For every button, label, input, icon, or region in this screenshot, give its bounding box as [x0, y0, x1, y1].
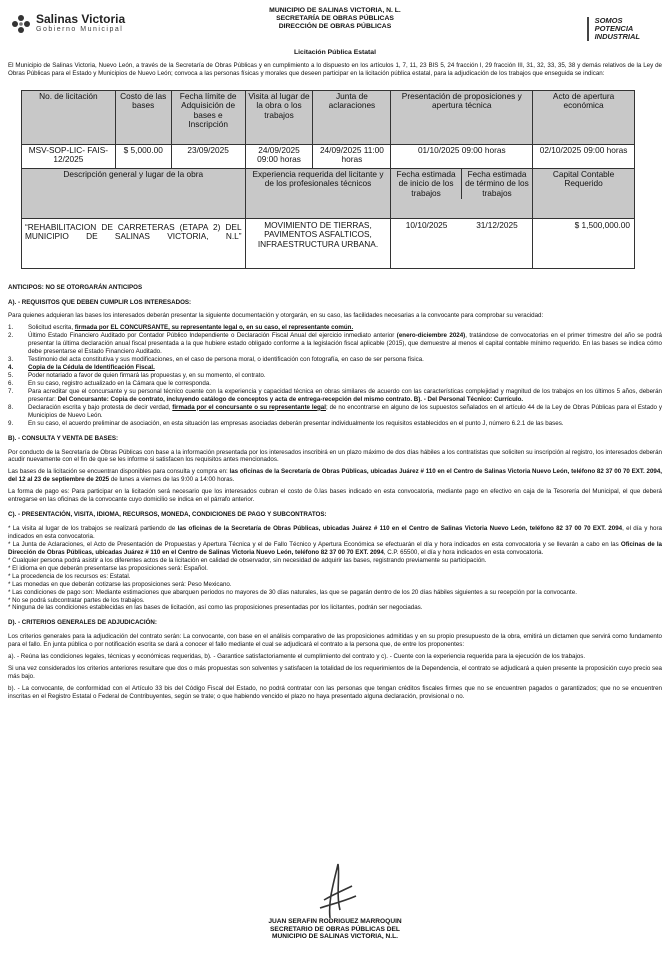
signer-role-1: SECRETARIO DE OBRAS PÚBLICAS DEL — [270, 925, 400, 933]
section-b-title: B). - CONSULTA Y VENTA DE BASES: — [8, 434, 119, 442]
bases-cost: $ 5,000.00 — [115, 144, 171, 168]
th-site-visit: Visita al lugar de la obra o los trabajos — [245, 90, 313, 144]
header-title-block — [8, 7, 662, 31]
section-a-lead: Para quienes adquieran las bases los interesados deberán presentar la siguiente documentación y otorgarán, en su caso, las facilidades necesarias a la convocante para comprobar su veracidad: — [8, 312, 544, 320]
th-start-date: Fecha estimada de inicio de los trabajos — [391, 169, 461, 200]
section-c-bullet-1 — [8, 525, 662, 541]
c2-text-cont: , C.P. 65500, el día y hora indicados en esta convocatoria. — [383, 548, 544, 556]
c2-text: * La Junta de Aclaraciones, el Acto de Presentación de Propuestas y Apertura Técnica y el de Fallo Técnico y Apertura Económica se efectuarán el día y hora indicados en esta convocatoria y se llevarán a cabo en las — [8, 540, 621, 548]
section-b-p2-text: Las bases de la licitación se encuentran disponibles para consulta y compra en: — [8, 468, 230, 476]
table-header-row-1 — [22, 90, 635, 144]
req8-text-cont: ; de no encontrarse en alguno de los supuestos señalados en el artículo 44 de la Ley de Obras Públicas para el Estado y Municipios de Nuevo León. — [28, 403, 663, 419]
proposal-date: 01/10/2025 09:00 horas — [391, 144, 533, 168]
section-c-bullet-3: * Cualquier persona podrá asistir a los diferentes actos de la licitación en calidad de observador, sin necesidad de adquirir las bases, registrando previamente su participación. — [8, 556, 487, 564]
section-c-bullet-8: * No se podrá subcontratar partes de los trabajos. — [8, 596, 145, 604]
req1-text: Solicitud escrita, — [28, 324, 75, 332]
th-experience: Experiencia requerida del licitante y de los profesionales técnicos — [245, 168, 391, 218]
notice-subtitle: Licitación Pública Estatal — [294, 49, 376, 56]
section-a-title: A). - REQUISITOS QUE DEBEN CUMPLIR LOS INTERESADOS: — [8, 298, 192, 306]
dates-pair — [391, 218, 533, 268]
req6-text: En su caso, registro actualizado en la Cámara que le corresponda. — [28, 379, 211, 387]
section-d-p1: Los criterios generales para la adjudicación del contrato serán: La convocante, con base en el análisis comparativo de las proposiciones admitidas y en su propio presupuesto de la obra, emitirá un dictamen que servirá como fundamento para el fallo. En junta pública o por notificación escrita se dará a conocer el fallo mediante el cual se adjudicará el contrato a la persona que, de entre los proponentes: — [8, 633, 662, 649]
req5-text: Poder notariado a favor de quien firmará las propuestas y, en su momento, el contrato. — [28, 372, 266, 379]
header-line-3: DIRECCIÓN DE OBRAS PÚBLICAS — [278, 23, 392, 30]
section-b-p3: La forma de pago es: Para participar en la licitación será necesario que los interesados cubran el costo de 0.las bases indicado en esta convocatoria, mediante pago en efectivo en caja de la Tesorería del Municipal, el que deberá entregarse en las oficinas de la convocante cuyo domicilio se indica en el párrafo anterior. — [8, 488, 662, 504]
section-c-bullet-4: * El idioma en que deberán presentarse las proposiciones será: Español. — [8, 564, 208, 572]
section-b-p2-emphasis: las oficinas de la Secretaría de Obras Públicas, ubicadas Juárez # 110 en el Centro de Salinas Victoria Nuevo León, teléfono 82 37 00 70 EXT. 2094, del 12 al 23 de septiembre de 2025 — [8, 468, 662, 484]
section-d-p2: a). - Reúna las condiciones legales, técnicas y económicas requeridas, b). - Garantice satisfactoriamente el cumplimiento del contrato y c). - Cuente con la experiencia requerida para la ejecución de los trabajos. — [8, 653, 586, 661]
req8-emphasis: firmada por el concursante o su representante legal — [172, 403, 326, 411]
th-proposal-presentation: Presentación de proposiciones y apertura técnica — [391, 90, 533, 144]
requirements-list — [8, 324, 662, 427]
site-visit-date: 24/09/2025 09:00 horas — [245, 144, 313, 168]
th-economic-opening: Acto de apertura económica — [533, 90, 635, 144]
section-b-p1: Por conducto de la Secretaría de Obras Públicas con base a la información presentada por los interesados inscribirá en un plazo máximo de dos días hábiles a los contratistas que soliciten su inscripción al registro, los interesados deberán acudir nuevamente con el fin de que se les informe si satisfacen los requisitos antes mencionados. — [8, 448, 662, 464]
table-row — [22, 144, 635, 168]
section-c-bullet-6: * Las monedas en que deberán cotizarse las proposiciones será: Peso Mexicano. — [8, 580, 232, 588]
req2-text-cont: , tratándose de convocatorias en el primer trimestre del año se podrá presentar la última declaración anual fiscal presentada a la que hubiere estado obligado conforme a la legislación fiscal aplicable (2015), que demuestre al menos el capital contable mínimo requerido. En las bases se indica cómo debe presentarse el Estado Financiero Auditado. — [28, 332, 662, 356]
req1-emphasis: firmada por EL CONCURSANTE, su representante legal o, en su caso, el representante común. — [74, 324, 354, 332]
section-b-p2-text-cont: de lunes a viernes de las 9:00 a 14:00 horas. — [109, 476, 235, 484]
req8-text: Declaración escrita y bajo protesta de decir verdad, — [28, 403, 173, 411]
req3-text: Testimonio del acta constitutiva y sus modificaciones, en el caso de persona moral, o identificación con fotografía, en caso de ser persona física. — [28, 356, 424, 364]
list-item: 2. Último Estado Financiero Auditado por Contador Público Independiente o Declaración Fiscal Anual del ejercicio inmediato anterior (enero-diciembre 2024), tratándose de convocatorias en el primer trimestre del año se podrá presentar la última declaración anual fiscal presentada a la que hubiere estado obligado conforme a la legislación fiscal aplicable (2015), que demuestre al menos el capital contable mínimo requerido. En las bases se indica cómo debe presentarse el Estado Financiero Auditado. — [8, 332, 662, 356]
section-d-p3: Si una vez considerados los criterios anteriores resultare que dos o más propuestas son solventes y satisfacen la totalidad de los requerimientos de la Dependencia, el contrato se adjudicará a quien presente la proposición cuyo precio sea más bajo. — [8, 665, 662, 681]
slogan-line-3: INDUSTRIAL — [594, 32, 640, 41]
start-date: 10/10/2025 — [405, 219, 448, 230]
c1-emphasis: las oficinas de la Secretaría de Obras Públicas, ubicadas Juárez # 110 en el Centro de Salinas Victoria Nuevo León, teléfono 82 37 00 70 EXT. 2094 — [177, 525, 623, 533]
list-item: 3. Testimonio del acta constitutiva y sus modificaciones, en el caso de persona moral, o identificación con fotografía, en caso de ser persona física. — [8, 356, 662, 364]
c1-text-cont: , el día y hora indicados en esta convocatoria. — [8, 525, 662, 540]
section-d-title: D). - CRITERIOS GENERALES DE ADJUDICACIÓN: — [8, 619, 157, 627]
req2-emphasis: (enero-diciembre 2024) — [396, 332, 466, 340]
section-d-p4: b). - La convocante, de conformidad con el Artículo 33 bis del Código Fiscal del Estado, no podrá contratar con las personas que tengan créditos fiscales firmes que no se encuentren pagados o garantizados; que no se encuentren inscritas en el Registro Estatal o Federal de Contribuyentes, según se trate; o que habiendo vencido el plazo no haya presentado alguna declaración, provisional o no. — [8, 685, 662, 700]
end-date: 31/12/2025 — [476, 219, 518, 230]
logo-subtitle: Gobierno Municipal — [36, 26, 124, 34]
th-bases-cost: Costo de las bases — [115, 90, 171, 144]
required-experience: MOVIMIENTO DE TIERRAS, PAVIMENTOS ASFALTICOS, INFRAESTRUCTURA URBANA. — [245, 218, 391, 268]
slogan-line-1: SOMOS — [594, 16, 623, 25]
required-capital: $ 1,500,000.00 — [533, 218, 635, 268]
req7-text: Para acreditar que el concursante y su personal técnico cuente con la experiencia y capacidad técnica en obras similares de acuerdo con las características complejidad y magnitud de los trabajos en los últimos 5 años, deberán presentar: — [28, 387, 662, 403]
header-line-2: SECRETARÍA DE OBRAS PÚBLICAS — [276, 15, 394, 22]
c2-emphasis: Oficinas de la Dirección de Obras Públicas, ubicadas Juárez # 110 en el Centro de Salinas Victoria Nuevo León, teléfono 82 37 00 70 EXT. 2094 — [8, 540, 663, 556]
th-dates-pair — [391, 168, 533, 218]
list-item: 8. Declaración escrita y bajo protesta de decir verdad, firmada por el concursante o su representante legal; de no encontrarse en alguno de los supuestos señalados en el artículo 44 de la Ley de Obras Públicas para el Estado y Municipios de Nuevo León. — [8, 403, 663, 419]
advances-note: ANTICIPOS: NO SE OTORGARÁN ANTICIPOS — [8, 283, 143, 291]
th-end-date: Fecha estimada de término de los trabajos — [465, 168, 529, 198]
req4-text: Copia de la Cédula de Identificación Fiscal. — [28, 364, 155, 372]
tender-table — [21, 90, 635, 269]
section-c-bullet-7: * Las condiciones de pago son: Mediante estimaciones que abarquen periodos no mayores de 30 días naturales, las que se pagarán dentro de los 20 días hábiles siguientes a su recepción por la convocante. — [8, 588, 577, 596]
list-item: 4. Copia de la Cédula de Identificación Fiscal. — [8, 364, 662, 372]
work-description: “REHABILITACION DE CARRETERAS (ETAPA 2) DEL MUNICIPIO DE SALINAS VICTORIA, N.L” — [22, 218, 246, 268]
th-clarification-meeting: Junta de aclaraciones — [313, 90, 391, 144]
clarification-date: 24/09/2025 11:00 horas — [313, 144, 391, 168]
header — [8, 7, 662, 47]
section-b-p2 — [8, 468, 662, 484]
table-row — [22, 218, 635, 268]
tender-number: MSV-SOP-LIC- FAIS-12/2025 — [22, 144, 116, 168]
list-item: 5. Poder notariado a favor de quien firmará las propuestas y, en su momento, el contrato. — [8, 372, 662, 380]
logo-name: Salinas Victoria — [36, 12, 126, 27]
req7-emphasis: Del Concursante: Copia de contrato, incluyendo catálogo de conceptos y acta de entrega-recepción del mismo contrato. B). - Del Personal Técnico: Currículo. — [57, 395, 524, 403]
signature-block — [0, 918, 670, 941]
section-c-title: C). - PRESENTACIÓN, VISITA, IDIOMA, RECURSOS, MONEDA, CONDICIONES DE PAGO Y SUBCONTRATOS: — [8, 511, 327, 519]
handwritten-signature — [300, 860, 370, 920]
req9-text: En su caso, el acuerdo preliminar de asociación, en esta situación las empresas asociadas deberán presentar individualmente los requisitos establecidos en el punto J, número 6.2.1 de las bases. — [28, 419, 564, 427]
signer-role-2: MUNICIPIO DE SALINAS VICTORIA, N.L. — [272, 933, 398, 941]
slogan-logo — [587, 17, 640, 41]
th-tender-number: No. de licitación — [22, 90, 116, 144]
economic-opening-date: 02/10/2025 09:00 horas — [533, 144, 635, 168]
th-description: Descripción general y lugar de la obra — [22, 168, 246, 218]
intro-paragraph: El Municipio de Salinas Victoria, Nuevo León, a través de la Secretaría de Obras Públicas y en cumplimiento a lo dispuesto en los artículos 1, 7, 11, 23 BIS 5, 24 fracción I, 29 fracción III, 31, 32, 33, 35, 38 y demás relativos de la Ley de Obras Públicas para el Estado y Municipios de Nuevo León; convoca a las personas físicas y morales que deseen participar en la licitación pública estatal, para la adjudicación de los trabajos que enseguida se indican: — [8, 61, 662, 77]
slogan-line-2: POTENCIA — [594, 24, 634, 33]
list-item: 7. Para acreditar que el concursante y su personal técnico cuente con la experiencia y capacidad técnica en obras similares de acuerdo con las características complejidad y magnitud de los trabajos en los últimos 5 años, deberán presentar: Del Concursante: Copia de contrato, incluyendo catálogo de conceptos y acta de entrega-recepción del mismo contrato. B). - Del Personal Técnico: Currículo. — [8, 387, 662, 403]
section-c-bullet-5: * La procedencia de los recursos es: Estatal. — [8, 572, 131, 580]
list-item: 9. En su caso, el acuerdo preliminar de asociación, en esta situación las empresas asociadas deberán presentar individualmente los requisitos establecidos en el punto J, número 6.2.1 de las bases. — [8, 420, 662, 428]
c1-text: * La visita al lugar de los trabajos se realizará partiendo de — [8, 525, 178, 533]
registration-deadline: 23/09/2025 — [171, 144, 245, 168]
section-c-bullet-9: * Ninguna de las condiciones establecidas en las bases de licitación, así como las proposiciones presentadas por los licitantes, podrán ser negociadas. — [8, 604, 423, 612]
list-item: 6. En su caso, registro actualizado en la Cámara que le corresponda. — [8, 380, 662, 388]
req2-text: Último Estado Financiero Auditado por Contador Público Independiente o Declaración Fiscal Anual del ejercicio inmediato anterior — [28, 332, 397, 340]
th-registration-deadline: Fecha límite de Adquisición de bases e Inscripción — [171, 90, 245, 144]
th-capital: Capital Contable Requerido — [533, 168, 635, 218]
table-header-row-2 — [22, 168, 635, 218]
section-c-bullet-2 — [8, 541, 662, 557]
signer-name: JUAN SERAFIN RODRIGUEZ MARROQUIN — [268, 918, 402, 925]
list-item: 1. Solicitud escrita, firmada por EL CONCURSANTE, su representante legal o, en su caso, el representante común. — [8, 324, 354, 332]
header-line-1: MUNICIPIO DE SALINAS VICTORIA, N. L. — [269, 7, 401, 14]
